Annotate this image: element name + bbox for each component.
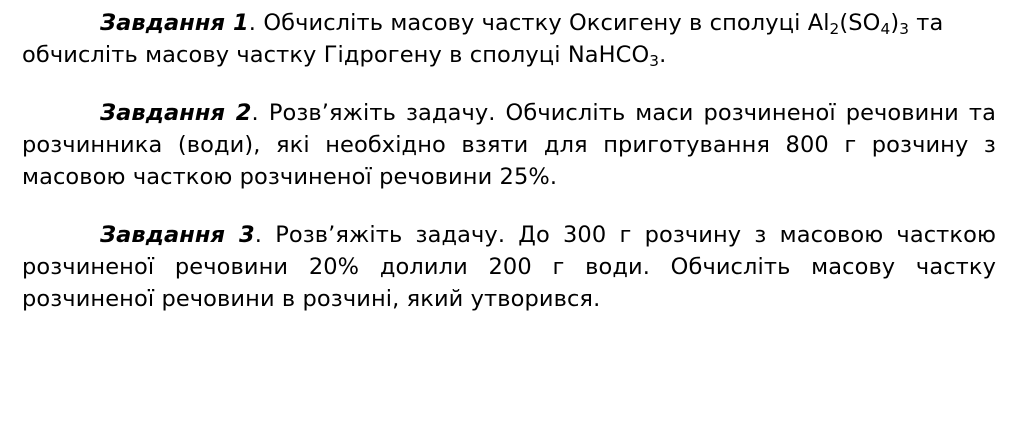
task-text-1a: Обчисліть масову частку Оксигену в сполуці	[256, 10, 808, 36]
task-label-3: Завдання 3	[100, 221, 255, 248]
formula-subscript: 2	[829, 19, 840, 38]
formula-subscript: 4	[880, 19, 891, 38]
task-label-suffix-1: .	[248, 10, 257, 36]
task-body-3: Розв’яжіть задачу. До 300 г розчину з масовою часткою розчиненої речовини 20% долили 200 г води. Обчисліть масову частку розчиненої речовини в розчині, який утворився.	[22, 221, 996, 312]
task-text-1b: та обчисліть масову частку Гідрогену в сполуці	[22, 10, 944, 68]
task-label-suffix-3: .	[254, 221, 262, 248]
task-paragraph-3	[22, 220, 996, 316]
task-label-1: Завдання 1	[100, 10, 249, 36]
formula-subscript: 3	[649, 51, 660, 70]
task-text-1c: .	[659, 41, 667, 68]
task-label-2: Завдання 2	[100, 99, 252, 126]
task-body-2: Розв’яжіть задачу. Обчисліть маси розчиненої речовини та розчинника (води), які необхідно взяти для приготування 800 г розчину з масовою часткою розчиненої речовини 25%.	[22, 99, 996, 190]
chemical-formula-aluminium-sulfate: $Al_2(SO_4)_3$	[807, 10, 910, 38]
task-paragraph-1	[22, 8, 996, 72]
task-paragraph-2	[22, 98, 996, 194]
chemical-formula-sodium-bicarbonate: NaHCO$_3$	[567, 41, 660, 70]
task-label-suffix-2: .	[251, 99, 259, 126]
formula-subscript: 3	[899, 19, 910, 38]
